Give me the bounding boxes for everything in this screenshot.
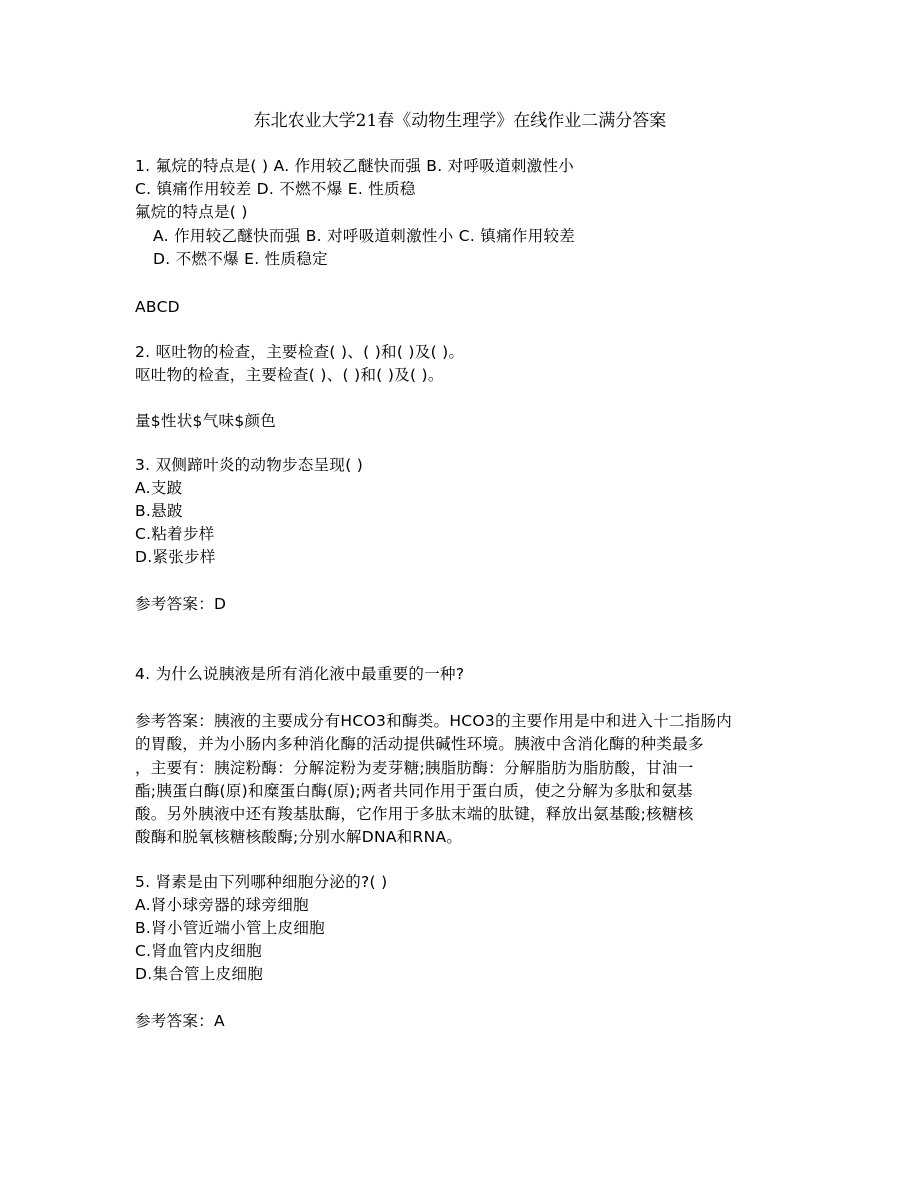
q5-option-d: D.集合管上皮细胞 (135, 965, 264, 983)
q3-line-1: 3. 双侧蹄叶炎的动物步态呈现( ) (135, 456, 364, 474)
q5-option-c: C.肾血管内皮细胞 (135, 942, 262, 960)
q4-answer-line-1: 参考答案：胰液的主要成分有HCO3和酶类。HCO3的主要作用是中和进入十二指肠内 (135, 712, 733, 730)
q4-answer-line-3: ，主要有：胰淀粉酶：分解淀粉为麦芽糖;胰脂肪酶：分解脂肪为脂肪酸，甘油一 (135, 759, 694, 777)
q5-line-1: 5. 肾素是由下列哪种细胞分泌的?( ) (135, 873, 388, 891)
q3-answer: 参考答案：D (135, 595, 227, 613)
q5-answer: 参考答案：A (135, 1012, 225, 1030)
q4-answer-line-2: 的胃酸，并为小肠内多种消化酶的活动提供碱性环境。胰液中含消化酶的种类最多 (135, 735, 704, 753)
q2-answer: 量$性状$气味$颜色 (135, 412, 277, 430)
q5-option-a: A.肾小球旁器的球旁细胞 (135, 896, 309, 914)
q1-line-5: D. 不燃不爆 E. 性质稳定 (153, 250, 328, 268)
q3-option-d: D.紧张步样 (135, 548, 216, 566)
q4-answer-line-5: 酸。另外胰液中还有羧基肽酶，它作用于多肽末端的肽键，释放出氨基酸;核糖核 (135, 805, 694, 823)
q5-option-b: B.肾小管近端小管上皮细胞 (135, 919, 325, 937)
q1-line-3: 氟烷的特点是( ) (135, 203, 248, 221)
q4-line-1: 4. 为什么说胰液是所有消化液中最重要的一种? (135, 665, 465, 683)
q1-answer: ABCD (135, 298, 180, 316)
q3-option-c: C.粘着步样 (135, 525, 215, 543)
q1-line-2: C. 镇痛作用较差 D. 不燃不爆 E. 性质稳 (135, 180, 416, 198)
q4-answer-line-4: 酯;胰蛋白酶(原)和糜蛋白酶(原);两者共同作用于蛋白质，使之分解为多肽和氨基 (135, 782, 693, 800)
q1-line-4: A. 作用较乙醚快而强 B. 对呼吸道刺激性小 C. 镇痛作用较差 (153, 227, 576, 245)
q3-option-a: A.支跛 (135, 479, 183, 497)
q3-option-b: B.悬跛 (135, 502, 183, 520)
q2-line-2: 呕吐物的检查，主要检查( )、( )和( )及( )。 (135, 366, 444, 384)
document-title: 东北农业大学21春《动物生理学》在线作业二满分答案 (253, 111, 667, 131)
q2-line-1: 2. 呕吐物的检查，主要检查( )、( )和( )及( )。 (135, 343, 465, 361)
q4-answer-line-6: 酸酶和脱氧核糖核酸酶;分别水解DNA和RNA。 (135, 828, 463, 846)
q1-line-1: 1. 氟烷的特点是( ) A. 作用较乙醚快而强 B. 对呼吸道刺激性小 (135, 157, 575, 175)
